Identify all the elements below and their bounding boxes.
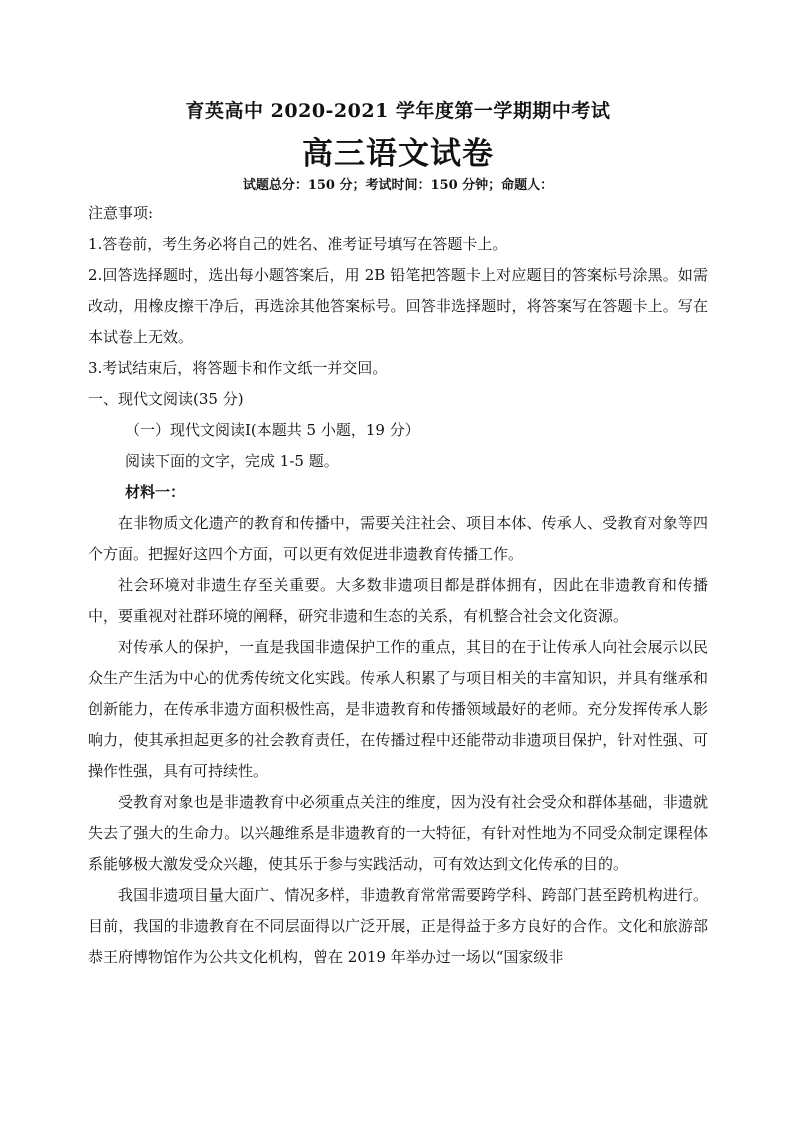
- material-paragraph-4: 受教育对象也是非遗教育中必须重点关注的维度，因为没有社会受众和群体基础，非遗就失去了强大的生命力。以兴趣维系是非遗教育的一大特征，有针对性地为不同受众制定课程体系能够极大激发受众兴趣，使其乐于参与实践活动，可有效达到文化传承的目的。: [88, 793, 708, 873]
- exam-page: [88, 98, 708, 973]
- section-instruction: 阅读下面的文字，完成 1-5 题。: [125, 452, 339, 470]
- paper-title: 高三语文试卷: [302, 136, 494, 172]
- notice-heading: 注意事项:: [88, 204, 154, 222]
- material-label: 材料一：: [125, 483, 186, 501]
- notice-item-3: 3.考试结束后，将答题卡和作文纸一并交回。: [88, 359, 388, 377]
- notice-item-2: 2.回答选择题时，选出每小题答案后，用 2B 铅笔把答题卡上对应题目的答案标号涂黑。如需改动，用橡皮擦干净后，再选涂其他答案标号。回答非选择题时，将答案写在答题卡上。写在本试卷上无效。: [88, 266, 708, 346]
- material-paragraph-5: 我国非遗项目量大面广、情况多样，非遗教育常常需要跨学科、跨部门甚至跨机构进行。目前，我国的非遗教育在不同层面得以广泛开展，正是得益于多方良好的合作。文化和旅游部恭王府博物馆作为公共文化机构，曾在 2019 年举办过一场以“国家级非: [88, 886, 708, 966]
- notice-item-1: 1.答卷前，考生务必将自己的姓名、准考证号填写在答题卡上。: [88, 235, 508, 253]
- material-paragraph-1: 在非物质文化遗产的教育和传播中，需要关注社会、项目本体、传承人、受教育对象等四个方面。把握好这四个方面，可以更有效促进非遗教育传播工作。: [88, 514, 708, 563]
- material-paragraph-3: 对传承人的保护，一直是我国非遗保护工作的重点，其目的在于让传承人向社会展示以民众生产生活为中心的优秀传统文化实践。传承人积累了与项目相关的丰富知识，并具有继承和创新能力，在传承非遗方面积极性高，是非遗教育和传播领域最好的老师。充分发挥传承人影响力，使其承担起更多的社会教育责任，在传播过程中还能带动非遗项目保护，针对性强、可操作性强，具有可持续性。: [88, 638, 708, 780]
- section-title: 一、现代文阅读(35 分): [88, 390, 244, 408]
- material-paragraph-2: 社会环境对非遗生存至关重要。大多数非遗项目都是群体拥有，因此在非遗教育和传播中，要重视对社群环境的阐释，研究非遗和生态的关系，有机整合社会文化资源。: [88, 576, 708, 625]
- exam-meta: 试题总分：150 分；考试时间：150 分钟；命题人：: [242, 178, 554, 193]
- section-subtitle: （一）现代文阅读Ⅰ(本题共 5 小题，19 分）: [125, 421, 420, 439]
- school-title: 育英高中 2020-2021 学年度第一学期期中考试: [185, 100, 611, 122]
